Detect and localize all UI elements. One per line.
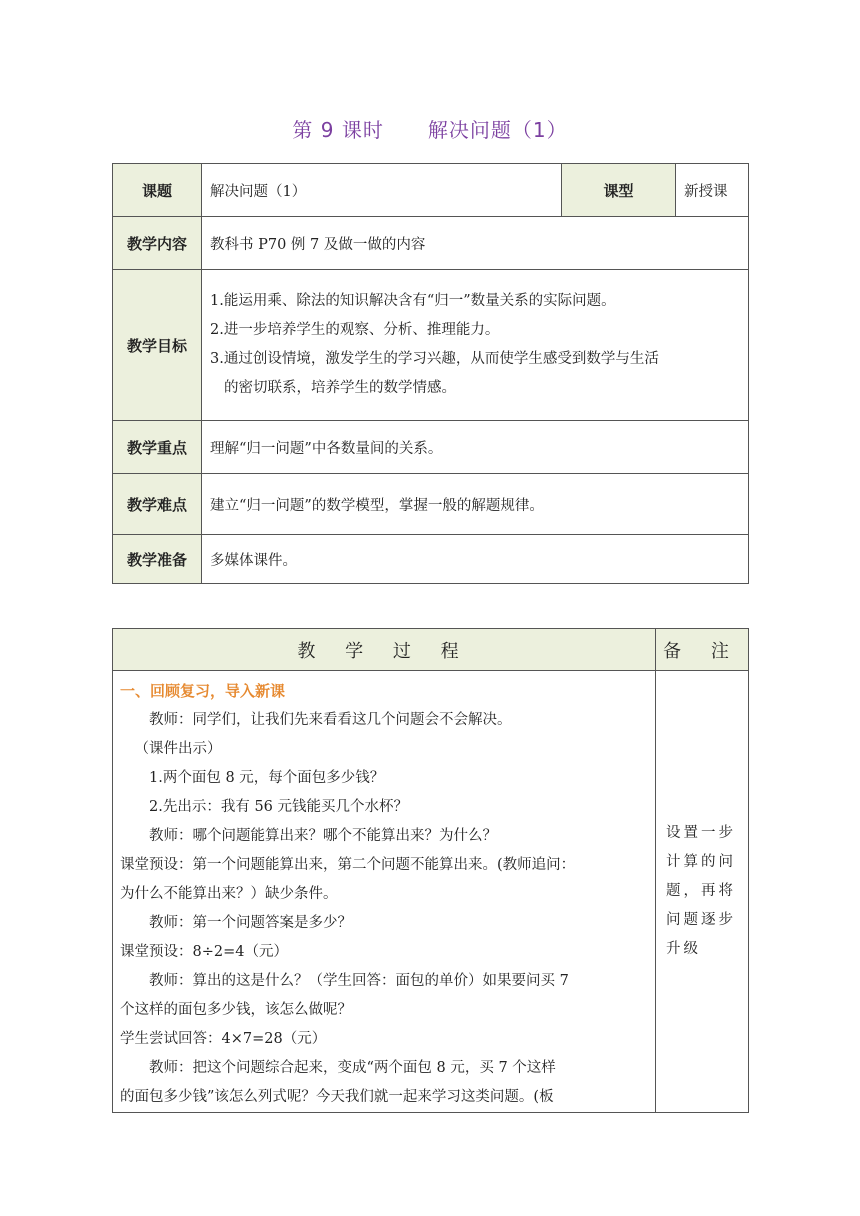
process-line: 2.先出示：我有 56 元钱能买几个水杯？ [149, 799, 409, 815]
note-line: 问题逐步 [666, 912, 736, 928]
process-line: 教师：把这个问题综合起来，变成“两个面包 8 元，买 7 个这样 [149, 1060, 556, 1076]
goals-label: 教学目标 [113, 270, 202, 421]
process-line: 课堂预设：8÷2=4（元） [120, 944, 288, 960]
note-cell [656, 671, 749, 1113]
process-line: 课堂预设：第一个问题能算出来，第二个问题不能算出来。(教师追问： [120, 857, 576, 873]
content-value: 教科书 P70 例 7 及做一做的内容 [202, 217, 749, 270]
type-label: 课型 [562, 164, 676, 217]
goal-item: 2.进一步培养学生的观察、分析、推理能力。 [210, 322, 500, 338]
note-line: 题，再将 [666, 883, 736, 899]
process-header: 教 学 过 程 [113, 629, 656, 671]
difficulty-value: 建立“归一问题”的数学模型，掌握一般的解题规律。 [202, 474, 749, 535]
note-line: 计算的问 [666, 854, 736, 870]
goal-item: 的密切联系，培养学生的数学情感。 [224, 380, 456, 396]
prep-value: 多媒体课件。 [202, 535, 749, 584]
prep-label: 教学准备 [113, 535, 202, 584]
goal-item: 3.通过创设情境，激发学生的学习兴趣，从而使学生感受到数学与生活 [210, 351, 659, 367]
process-line: 1.两个面包 8 元，每个面包多少钱？ [149, 770, 385, 786]
difficulty-label: 教学难点 [113, 474, 202, 535]
lesson-info-table [112, 163, 749, 584]
section-title: 一、回顾复习，导入新课 [120, 682, 286, 700]
note-line: 升级 [666, 941, 701, 957]
topic-label: 课题 [113, 164, 202, 217]
process-content [113, 671, 656, 1113]
key-point-label: 教学重点 [113, 421, 202, 474]
page-title [0, 114, 860, 143]
goal-item: 1.能运用乘、除法的知识解决含有“归一”数量关系的实际问题。 [210, 293, 616, 309]
lesson-topic: 解决问题（1） [427, 118, 568, 142]
teaching-process-table [112, 628, 749, 1113]
process-line: （课件出示） [134, 741, 222, 757]
key-point-value: 理解“归一问题”中各数量间的关系。 [202, 421, 749, 474]
note-line: 设置一步 [666, 825, 736, 841]
note-header: 备 注 [656, 629, 749, 671]
process-line: 教师：算出的这是什么？（学生回答：面包的单价）如果要问买 7 [149, 973, 569, 989]
type-value: 新授课 [676, 164, 749, 217]
process-line: 教师：第一个问题答案是多少？ [149, 915, 352, 931]
topic-value: 解决问题（1） [202, 164, 562, 217]
content-label: 教学内容 [113, 217, 202, 270]
process-line: 的面包多少钱”该怎么列式呢？今天我们就一起来学习这类问题。(板 [120, 1089, 554, 1105]
process-line: 教师：同学们，让我们先来看看这几个问题会不会解决。 [149, 712, 512, 728]
goals-list [202, 270, 749, 421]
process-line: 为什么不能算出来？）缺少条件。 [120, 886, 338, 902]
process-line: 个这样的面包多少钱，该怎么做呢？ [120, 1002, 352, 1018]
process-line: 学生尝试回答：4×7=28（元） [120, 1031, 327, 1047]
lesson-number: 第 9 课时 [292, 118, 384, 142]
process-line: 教师：哪个问题能算出来？哪个不能算出来？为什么？ [149, 828, 497, 844]
